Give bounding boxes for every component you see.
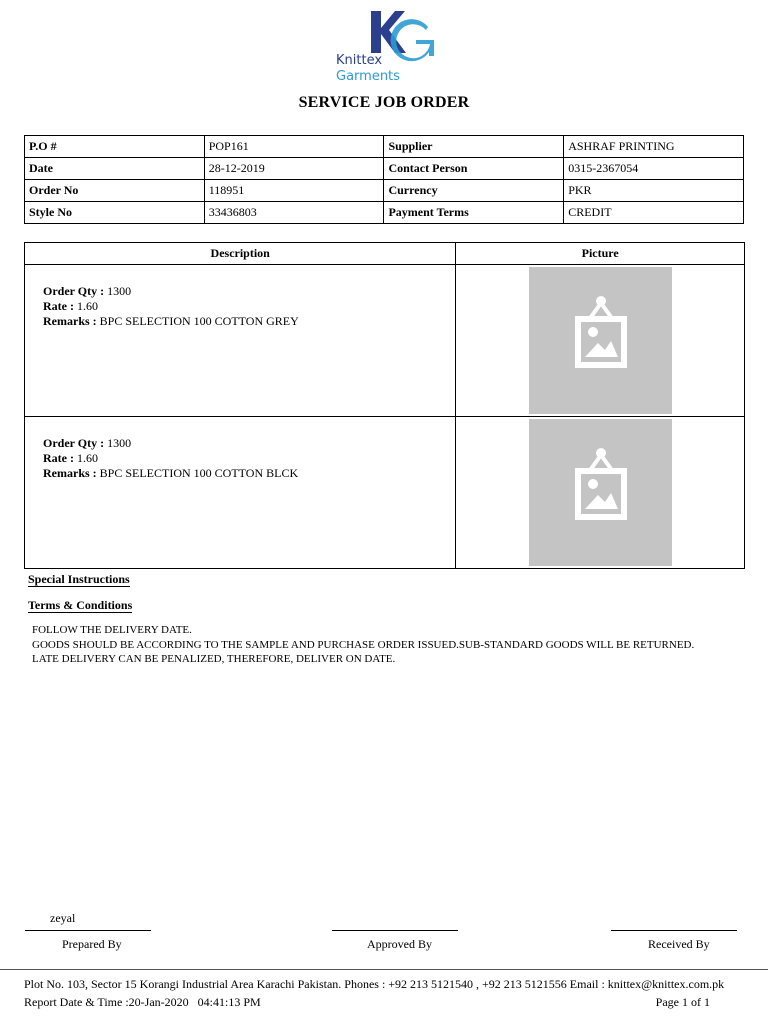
footer-divider [0, 969, 768, 970]
info-value: POP161 [204, 136, 384, 158]
info-label: Supplier [384, 136, 564, 158]
info-label: Style No [25, 202, 205, 224]
item-picture-cell [456, 417, 745, 569]
info-value: CREDIT [564, 202, 744, 224]
info-label: Payment Terms [384, 202, 564, 224]
company-logo [334, 8, 438, 86]
items-table [24, 242, 745, 569]
info-value: PKR [564, 180, 744, 202]
remarks-value: BPC SELECTION 100 COTTON BLCK [99, 466, 299, 480]
picture-header: Picture [456, 243, 745, 265]
info-label: Date [25, 158, 205, 180]
terms-line: LATE DELIVERY CAN BE PENALIZED, THEREFORE, DELIVER ON DATE. [32, 653, 396, 665]
item-description [25, 417, 456, 569]
image-placeholder [529, 419, 672, 566]
report-datetime: Report Date & Time :20-Jan-2020 04:41:13 PM [24, 995, 261, 1009]
info-value: 33436803 [204, 202, 384, 224]
approved-by-label: Approved By [367, 937, 432, 951]
received-by-label: Received By [648, 937, 710, 951]
info-value: ASHRAF PRINTING [564, 136, 744, 158]
terms-line: GOODS SHOULD BE ACCORDING TO THE SAMPLE AND PURCHASE ORDER ISSUED.SUB-STANDARD GOODS WILL BE RETURNED. [32, 638, 695, 651]
order-qty-label: Order Qty : [43, 436, 105, 450]
terms-line: FOLLOW THE DELIVERY DATE. [32, 624, 192, 636]
item-picture-cell [456, 265, 745, 417]
image-placeholder-icon [573, 293, 629, 369]
terms-list [32, 623, 694, 667]
info-row [25, 202, 744, 224]
info-label: Currency [384, 180, 564, 202]
item-row [25, 417, 745, 569]
remarks-value: BPC SELECTION 100 COTTON GREY [99, 314, 299, 328]
description-header: Description [25, 243, 456, 265]
info-row [25, 158, 744, 180]
info-value: 0315-2367054 [564, 158, 744, 180]
items-header-row [25, 243, 745, 265]
logo-k-mark [371, 11, 406, 53]
info-row [25, 180, 744, 202]
prepared-by-label: Prepared By [62, 937, 122, 951]
image-placeholder [529, 267, 672, 414]
rate-label: Rate : [43, 299, 74, 313]
remarks-label: Remarks : [43, 466, 97, 480]
received-by-line [611, 930, 737, 931]
terms-heading: Terms & Conditions [28, 598, 133, 612]
approved-by-line [332, 930, 458, 931]
item-description [25, 265, 456, 417]
document-title: SERVICE JOB ORDER [298, 94, 470, 111]
logo-text-top: Knittex [336, 53, 383, 68]
rate-value: 1.60 [76, 451, 98, 465]
remarks-label: Remarks : [43, 314, 97, 328]
special-instructions-heading: Special Instructions [28, 572, 130, 586]
order-qty-label: Order Qty : [43, 284, 105, 298]
item-row [25, 265, 745, 417]
footer-address: Plot No. 103, Sector 15 Korangi Industrial Area Karachi Pakistan. Phones : +92 213 5121540 , +92 213 5121556 Email : knittex@knittex.com.pk [24, 977, 725, 991]
order-info-table [24, 135, 744, 224]
prepared-by-line [25, 930, 151, 931]
info-row [25, 136, 744, 158]
rate-label: Rate : [43, 451, 74, 465]
order-qty-value: 1300 [107, 284, 132, 298]
info-label: Contact Person [384, 158, 564, 180]
page-number: Page 1 of 1 [655, 995, 710, 1009]
info-label: P.O # [25, 136, 205, 158]
order-qty-value: 1300 [107, 436, 132, 450]
prepared-by-name: zeyal [50, 911, 76, 925]
info-value: 28-12-2019 [204, 158, 384, 180]
rate-value: 1.60 [76, 299, 98, 313]
logo-text-bottom: Garments [336, 69, 400, 84]
info-value: 118951 [204, 180, 384, 202]
info-label: Order No [25, 180, 205, 202]
logo-g-mark [391, 19, 434, 61]
image-placeholder-icon [573, 445, 629, 521]
